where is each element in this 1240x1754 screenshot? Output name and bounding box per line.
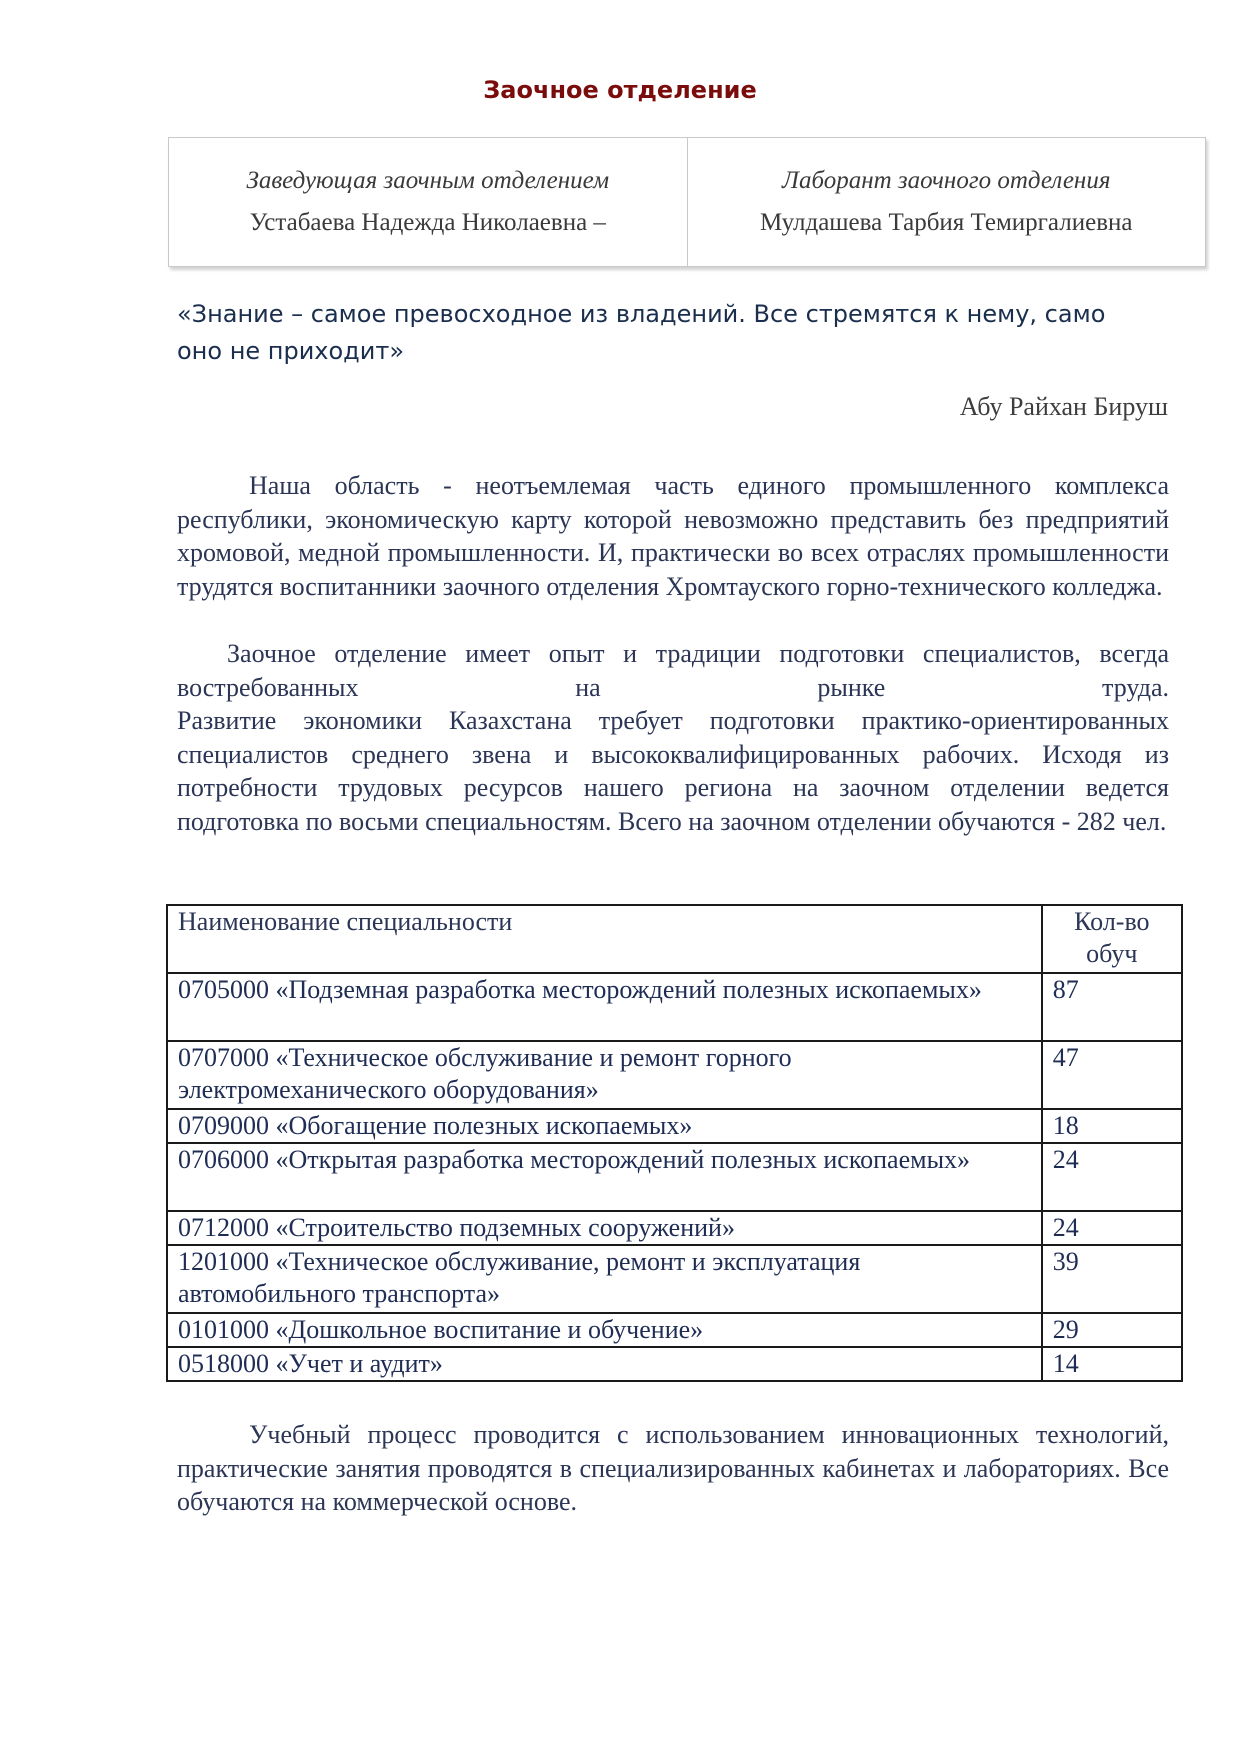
department-paragraph xyxy=(177,637,1169,839)
specialty-name: 0706000 «Открытая разработка месторождений полезных ископаемых» xyxy=(167,1143,1042,1211)
column-header-name: Наименование специальности xyxy=(167,905,1042,973)
table-row xyxy=(167,973,1182,1041)
closing-paragraph xyxy=(177,1418,1169,1519)
staff-table xyxy=(168,137,1206,267)
table-row xyxy=(167,1211,1182,1245)
paragraph-text: Развитие экономики Казахстана требует подготовки практико-ориентированных специалистов среднего звена и высококвалифицированных рабочих. Исходя из потребности трудовых ресурсов нашего региона на заочном отделении ведется подготовка по восьми специальностям. Всего на заочном отделении обучаются - 282 чел. xyxy=(177,706,1169,836)
head-name: Устабаева Надежда Николаевна – xyxy=(249,209,606,236)
student-count: 87 xyxy=(1042,973,1182,1041)
specialty-name: 0707000 «Техническое обслуживание и ремонт горного электромеханического оборудования» xyxy=(167,1041,1042,1109)
student-count: 14 xyxy=(1042,1347,1182,1381)
specialty-name: 1201000 «Техническое обслуживание, ремонт и эксплуатация автомобильного транспорта» xyxy=(167,1245,1042,1313)
student-count: 24 xyxy=(1042,1143,1182,1211)
column-header-count: Кол-во обуч xyxy=(1042,905,1182,973)
specialty-name: 0518000 «Учет и аудит» xyxy=(167,1347,1042,1381)
student-count: 47 xyxy=(1042,1041,1182,1109)
table-row xyxy=(167,1109,1182,1143)
head-role: Заведующая заочным отделением xyxy=(246,167,610,194)
paragraph-text: Заочное отделение имеет опыт и традиции подготовки специалистов, всегда востребованных на рынке труда. xyxy=(177,639,1169,702)
head-cell xyxy=(169,138,688,267)
paragraph-text: Наша область - неотъемлемая часть единого промышленного комплекса республики, экономическую карту которой невозможно представить без предприятий хромовой, медной промышленности. И, практически во всех отраслях промышленности трудятся воспитанники заочного отделения Хромтауского горно-технического колледжа. xyxy=(177,471,1169,601)
lab-assistant-role: Лаборант заочного отделения xyxy=(782,167,1111,194)
specialty-name: 0712000 «Строительство подземных сооружений» xyxy=(167,1211,1042,1245)
table-row xyxy=(167,1245,1182,1313)
specialty-name: 0709000 «Обогащение полезных ископаемых» xyxy=(167,1109,1042,1143)
specialties-table xyxy=(166,904,1183,1382)
lab-assistant-name: Мулдашева Тарбия Темиргалиевна xyxy=(760,209,1133,236)
student-count: 39 xyxy=(1042,1245,1182,1313)
table-row xyxy=(167,1347,1182,1381)
table-row xyxy=(167,1313,1182,1347)
quote-author: Абу Райхан Бируш xyxy=(959,392,1168,421)
specialty-name: 0101000 «Дошкольное воспитание и обучение» xyxy=(167,1313,1042,1347)
table-row xyxy=(167,1041,1182,1109)
student-count: 18 xyxy=(1042,1109,1182,1143)
page-title: Заочное отделение xyxy=(483,76,757,104)
epigraph-quote xyxy=(177,296,1157,370)
specialty-name: 0705000 «Подземная разработка месторождений полезных ископаемых» xyxy=(167,973,1042,1041)
table-row xyxy=(167,1143,1182,1211)
intro-paragraph xyxy=(177,469,1169,603)
lab-assistant-cell xyxy=(687,138,1206,267)
quote-line: оно не приходит» xyxy=(177,337,405,365)
student-count: 29 xyxy=(1042,1313,1182,1347)
paragraph-text: Учебный процесс проводится с использованием инновационных технологий, практические занятия проводятся в специализированных кабинетах и лабораториях. Все обучаются на коммерческой основе. xyxy=(177,1420,1169,1517)
quote-line: «Знание – самое превосходное из владений. Все стремятся к нему, само xyxy=(177,300,1106,328)
student-count: 24 xyxy=(1042,1211,1182,1245)
